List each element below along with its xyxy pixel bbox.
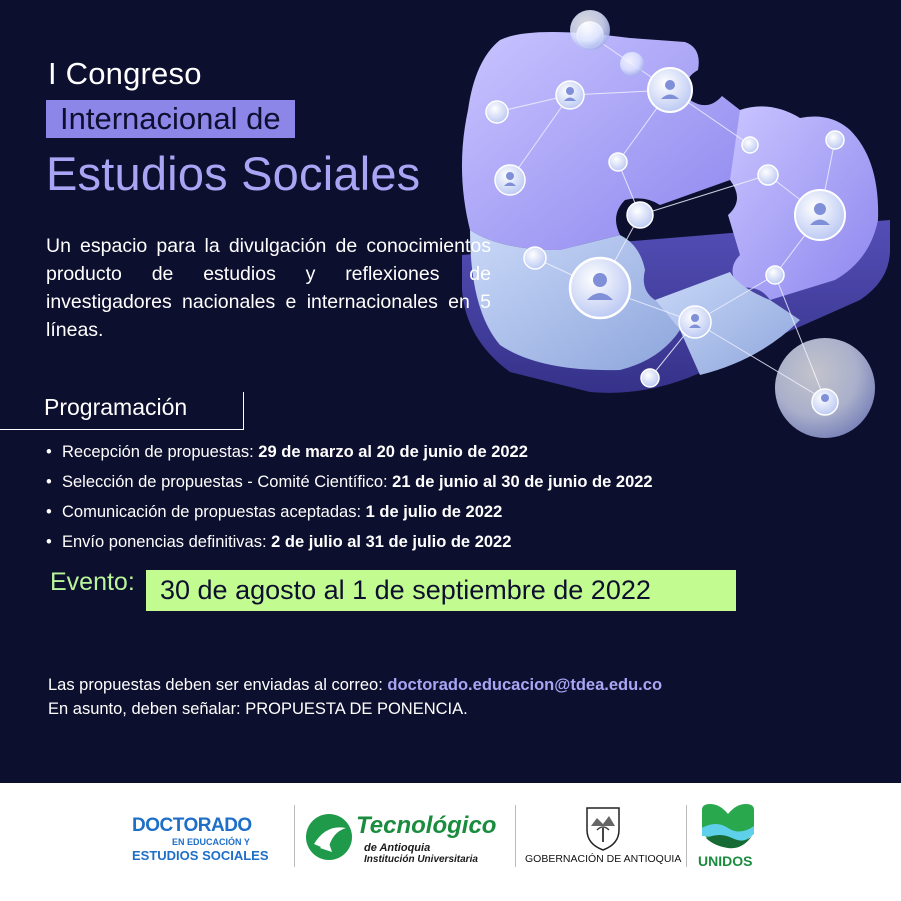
- arrow-swoosh-icon: [306, 814, 352, 860]
- gobernacion-logo: [525, 800, 685, 872]
- schedule-item: • Selección de propuestas - Comité Científico: 21 de junio al 30 de junio de 2022: [46, 473, 653, 491]
- schedule-date: 21 de junio al 30 de junio de 2022: [392, 473, 653, 491]
- contact-block: [48, 673, 662, 721]
- tecnologico-sub2: Institución Universitaria: [364, 854, 478, 865]
- logo-separator: [294, 805, 295, 867]
- puzzle-network-illustration: [440, 0, 901, 460]
- coat-of-arms-icon: [583, 804, 623, 852]
- intro-paragraph: Un espacio para la divulgación de conocimientos producto de estudios y reflexiones de investigadores nacionales e internacionales en 5 líneas.: [46, 235, 491, 341]
- schedule-list: [46, 442, 746, 562]
- schedule-label: Comunicación de propuestas aceptadas:: [62, 503, 366, 521]
- title-line-2-highlight: Internacional de: [46, 100, 295, 138]
- schedule-item: • Envío ponencias definitivas: 2 de julio al 31 de julio de 2022: [46, 533, 512, 551]
- unidos-logo: [696, 802, 762, 872]
- schedule-date: 2 de julio al 31 de julio de 2022: [271, 533, 512, 551]
- schedule-item: • Comunicación de propuestas aceptadas: 1 de julio de 2022: [46, 503, 503, 521]
- schedule-label: Recepción de propuestas:: [62, 443, 259, 461]
- schedule-date: 29 de marzo al 20 de junio de 2022: [258, 443, 528, 461]
- contact-subject-line: En asunto, deben señalar: PROPUESTA DE PONENCIA.: [48, 700, 468, 718]
- tecnologico-name: Tecnológico: [356, 812, 497, 839]
- logo-separator: [686, 805, 687, 867]
- schedule-item: • Recepción de propuestas: 29 de marzo al 20 de junio de 2022: [46, 443, 528, 461]
- doctorado-logo: [132, 816, 282, 870]
- unidos-label: UNIDOS: [698, 853, 753, 869]
- schedule-label: Selección de propuestas - Comité Científico:: [62, 473, 393, 491]
- logo-separator: [515, 805, 516, 867]
- tecnologico-logo: [306, 810, 511, 870]
- schedule-label: Envío ponencias definitivas:: [62, 533, 272, 551]
- contact-prefix: Las propuestas deben ser enviadas al correo:: [48, 676, 388, 694]
- heart-mountain-icon: [698, 802, 758, 852]
- evento-label: Evento:: [50, 568, 135, 596]
- tecnologico-sub1: de Antioquia: [364, 842, 431, 854]
- contact-email-link[interactable]: doctorado.educacion@tdea.edu.co: [387, 676, 663, 694]
- title-line-1: I Congreso: [48, 56, 202, 91]
- doctorado-mid: EN EDUCACIÓN Y: [172, 837, 250, 847]
- title-line-3: Estudios Sociales: [46, 147, 421, 200]
- doctorado-title: DOCTORADO: [132, 815, 252, 836]
- schedule-date: 1 de julio de 2022: [365, 503, 503, 521]
- gobernacion-label: GOBERNACIÓN DE ANTIOQUIA: [525, 853, 682, 865]
- doctorado-bottom: ESTUDIOS SOCIALES: [132, 848, 269, 863]
- programacion-heading: Programación: [44, 394, 188, 420]
- evento-dates: 30 de agosto al 1 de septiembre de 2022: [146, 570, 736, 611]
